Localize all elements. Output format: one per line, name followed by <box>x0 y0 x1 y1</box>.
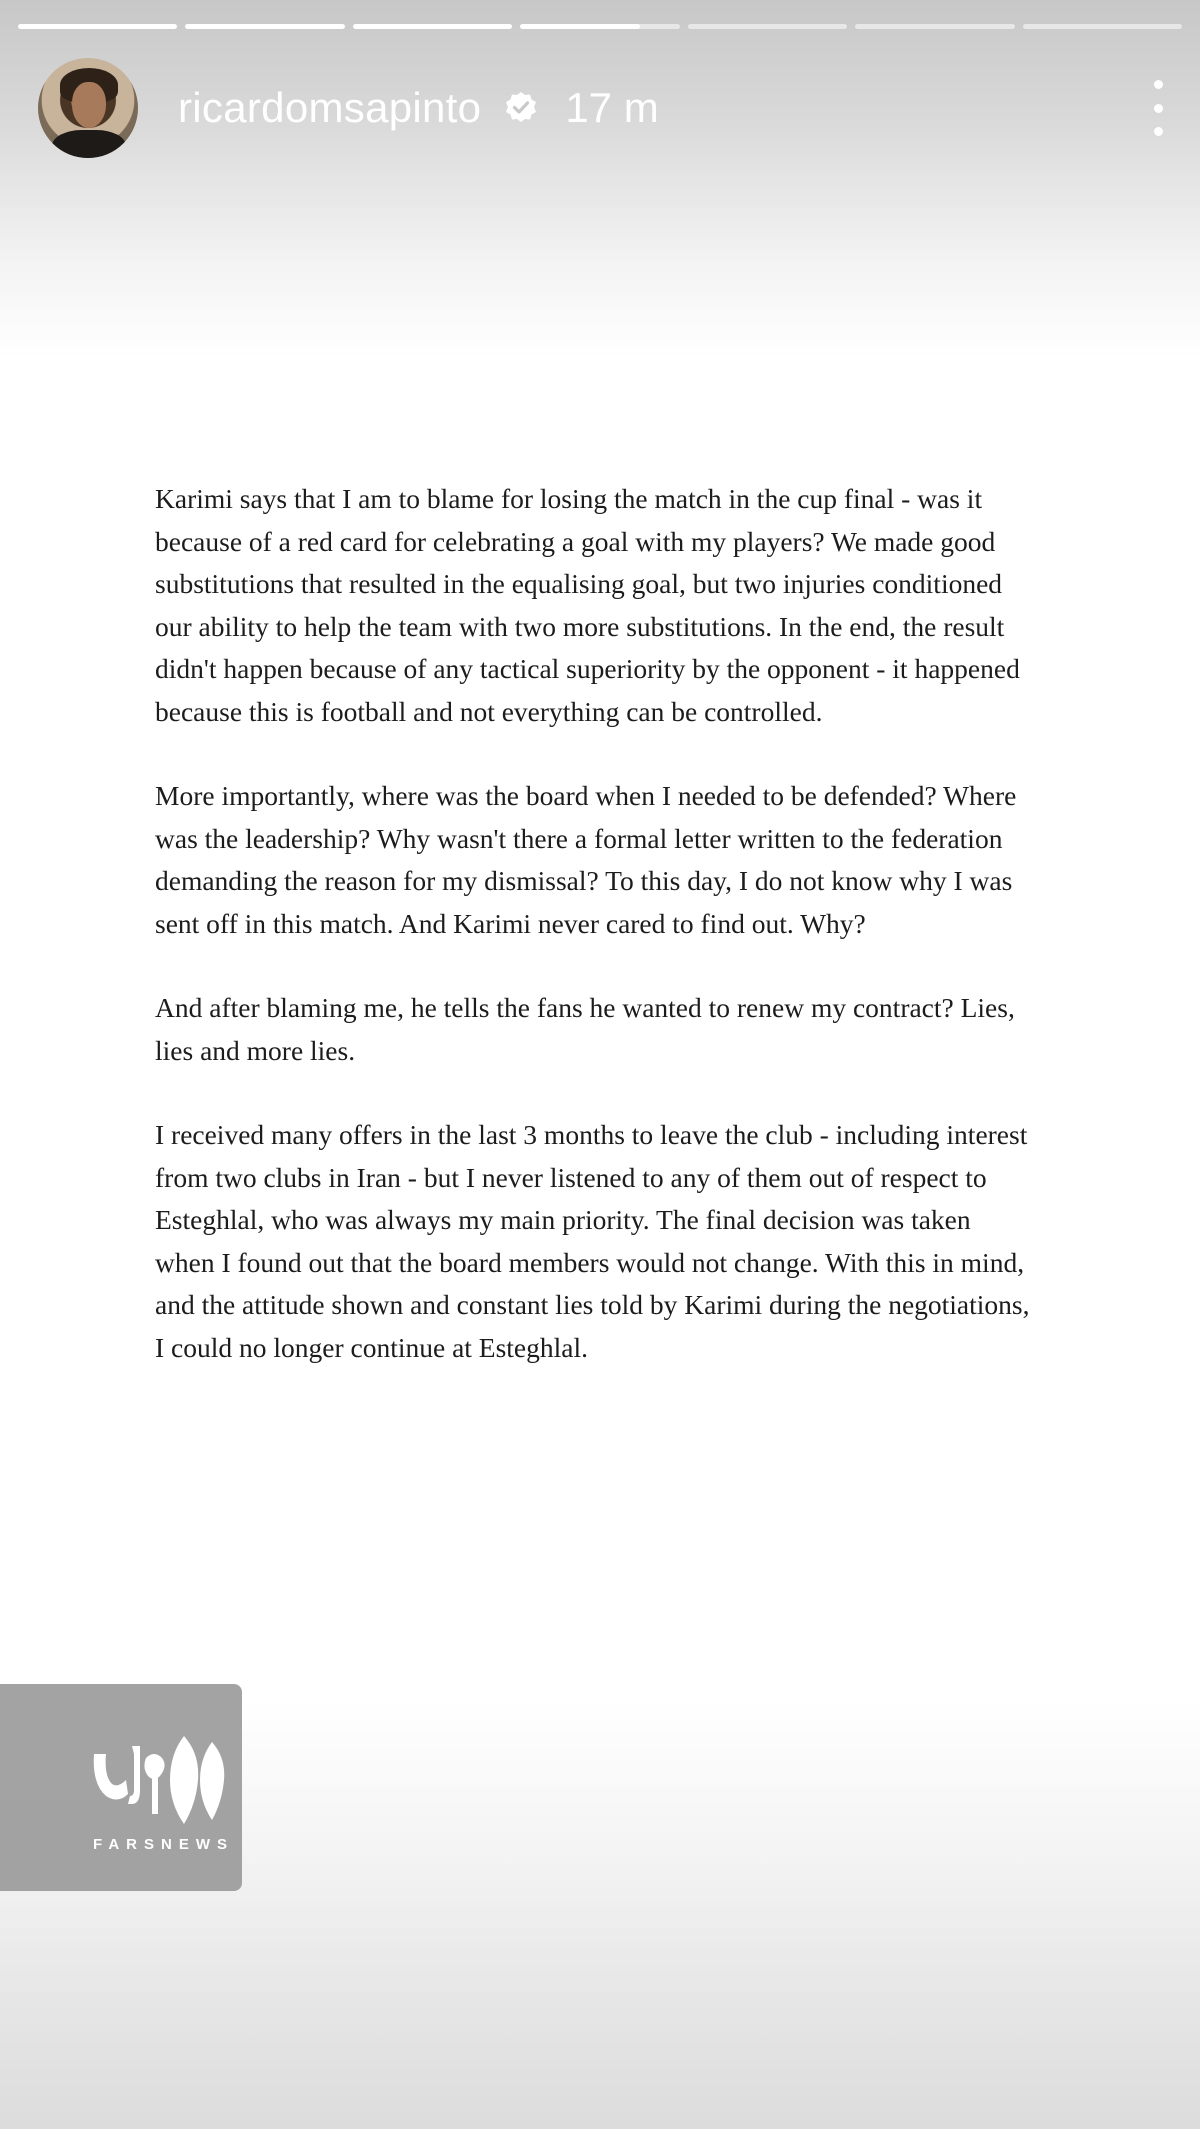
story-progress-bar <box>18 24 1182 29</box>
more-options-icon[interactable] <box>1148 80 1168 136</box>
progress-segment <box>1023 24 1182 29</box>
paragraph: More importantly, where was the board when I needed to be defended? Where was the leadership? Why wasn't there a formal letter written to the federation demanding the reason for my dismissal? To this day, I do not know why I was sent off in this match. And Karimi never cared to find out. Why? <box>155 780 1017 939</box>
progress-segment <box>855 24 1014 29</box>
username[interactable]: ricardomsapinto <box>178 84 482 131</box>
avatar[interactable] <box>38 58 138 158</box>
post-time: 17 m <box>565 84 659 131</box>
paragraph: Karimi says that I am to blame for losing the match in the cup final - was it because of a red card for celebrating a goal with my players? We made good substitutions that resulted in the equalising goal, but two injuries conditioned our ability to help the team with two more substitutions. In the end, the result didn't happen because of any tactical superiority by the opponent - it happened because this is football and not everything can be controlled. <box>155 483 1020 727</box>
paragraph: I received many offers in the last 3 months to leave the club - including interest from two clubs in Iran - but I never listened to any of them out of respect to Esteghlal, who was always my main priority. The final decision was taken when I found out that the board members would not change. With this in mind, and the attitude shown and constant lies told by Karimi during the negotiations, I could no longer continue at Esteghlal. <box>155 1119 1030 1363</box>
progress-segment <box>185 24 344 29</box>
story-header <box>38 58 1170 158</box>
progress-segment <box>18 24 177 29</box>
farsnews-logo-icon <box>88 1724 228 1834</box>
statement-text <box>155 478 1035 1411</box>
paragraph: And after blaming me, he tells the fans he wanted to renew my contract? Lies, lies and more lies. <box>155 992 1015 1066</box>
progress-segment <box>520 24 679 29</box>
progress-segment <box>688 24 847 29</box>
farsnews-watermark <box>0 1684 242 1891</box>
farsnews-brand-text: FARSNEWS <box>93 1836 235 1853</box>
verified-badge-icon <box>503 90 539 126</box>
progress-segment <box>353 24 512 29</box>
